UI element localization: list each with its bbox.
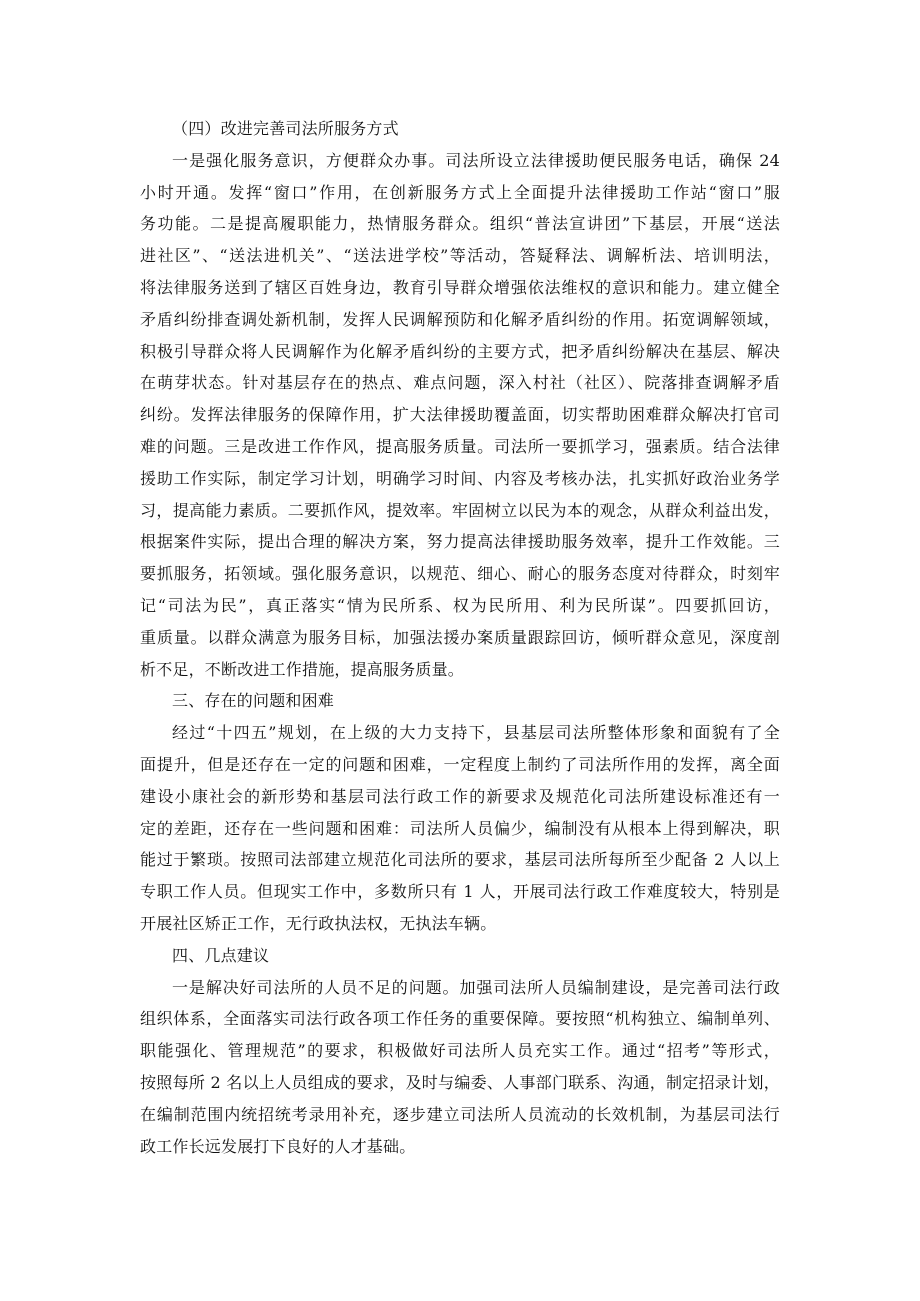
text-line: 按照每所 2 名以上人员组成的要求，及时与编委、人事部门联系、沟通，制定招录计划， (140, 1072, 780, 1092)
text-line: 一是解决好司法所的人员不足的问题。加强司法所人员编制建设，是完善司法行政 (172, 977, 780, 997)
section-heading (140, 685, 780, 717)
text-line: 开展社区矫正工作，无行政执法权，无执法车辆。 (140, 913, 497, 933)
text-line: 进社区”、“送法进机关”、“送法进学校”等活动，答疑释法、调解析法、培训明法， (140, 246, 780, 266)
text-line: 矛盾纠纷排查调处新机制，发挥人民调解预防和化解矛盾纠纷的作用。拓宽调解领域， (140, 309, 780, 329)
text-line: 建设小康社会的新形势和基层司法行政工作的新要求及规范化司法所建设标准还有一 (140, 786, 780, 806)
text-line: 小时开通。发挥“窗口”作用，在创新服务方式上全面提升法律援助工作站“窗口”服 (140, 182, 780, 202)
document-page (140, 113, 780, 1162)
body-paragraph (140, 717, 780, 940)
text-line: 一是强化服务意识，方便群众办事。司法所设立法律援助便民服务电话，确保 24 (172, 150, 780, 170)
text-line: 析不足，不断改进工作措施，提高服务质量。 (140, 659, 465, 679)
text-line: 在萌芽状态。针对基层存在的热点、难点问题，深入村社（社区）、院落排查调解矛盾 (140, 373, 780, 393)
section-heading (140, 113, 780, 145)
text-line: 四、几点建议 (172, 945, 270, 965)
text-line: 专职工作人员。但现实工作中，多数所只有 1 人，开展司法行政工作难度较大，特别是 (140, 882, 780, 902)
text-line: 政工作长远发展打下良好的人才基础。 (140, 1136, 416, 1156)
text-line: 职能强化、管理规范”的要求，积极做好司法所人员充实工作。通过“招考”等形式， (140, 1041, 780, 1061)
text-line: 援助工作实际，制定学习计划，明确学习时间、内容及考核办法，扎实抓好政治业务学 (140, 468, 780, 488)
text-line: 积极引导群众将人民调解作为化解矛盾纠纷的主要方式，把矛盾纠纷解决在基层、解决 (140, 341, 780, 361)
text-line: 难的问题。三是改进工作作风，提高服务质量。司法所一要抓学习，强素质。结合法律 (140, 436, 780, 456)
text-line: 在编制范围内统招统考录用补充，逐步建立司法所人员流动的长效机制，为基层司法行 (140, 1104, 780, 1124)
text-line: 记“司法为民”，真正落实“情为民所系、权为民所用、利为民所谋”。四要抓回访， (140, 595, 780, 615)
body-paragraph (140, 972, 780, 1163)
body-paragraph (140, 145, 780, 686)
text-line: 重质量。以群众满意为服务目标，加强法援办案质量跟踪回访，倾听群众意见，深度剖 (140, 627, 780, 647)
text-line: 面提升，但是还存在一定的问题和困难，一定程度上制约了司法所作用的发挥，离全面 (140, 754, 780, 774)
text-line: 组织体系，全面落实司法行政各项工作任务的重要保障。要按照“机构独立、编制单列、 (140, 1009, 780, 1029)
text-line: 务功能。二是提高履职能力，热情服务群众。组织“普法宣讲团”下基层，开展“送法 (140, 214, 780, 234)
text-line: 三、存在的问题和困难 (172, 691, 335, 711)
text-line: 习，提高能力素质。二要抓作风，提效率。牢固树立以民为本的观念，从群众利益出发， (140, 500, 780, 520)
text-line: （四）改进完善司法所服务方式 (172, 119, 399, 138)
text-line: 根据案件实际，提出合理的解决方案，努力提高法律援助服务效率，提升工作效能。三 (140, 532, 780, 552)
text-line: 能过于繁琐。按照司法部建立规范化司法所的要求，基层司法所每所至少配备 2 人以上 (140, 850, 780, 870)
text-line: 经过“十四五”规划，在上级的大力支持下，县基层司法所整体形象和面貌有了全 (172, 723, 780, 743)
text-line: 将法律服务送到了辖区百姓身边，教育引导群众增强依法维权的意识和能力。建立健全 (140, 277, 780, 297)
section-heading (140, 940, 780, 972)
text-line: 要抓服务，拓领域。强化服务意识，以规范、细心、耐心的服务态度对待群众，时刻牢 (140, 564, 780, 584)
text-line: 纠纷。发挥法律服务的保障作用，扩大法律援助覆盖面，切实帮助困难群众解决打官司 (140, 405, 780, 425)
text-line: 定的差距，还存在一些问题和困难：司法所人员偏少，编制没有从根本上得到解决，职 (140, 818, 780, 838)
